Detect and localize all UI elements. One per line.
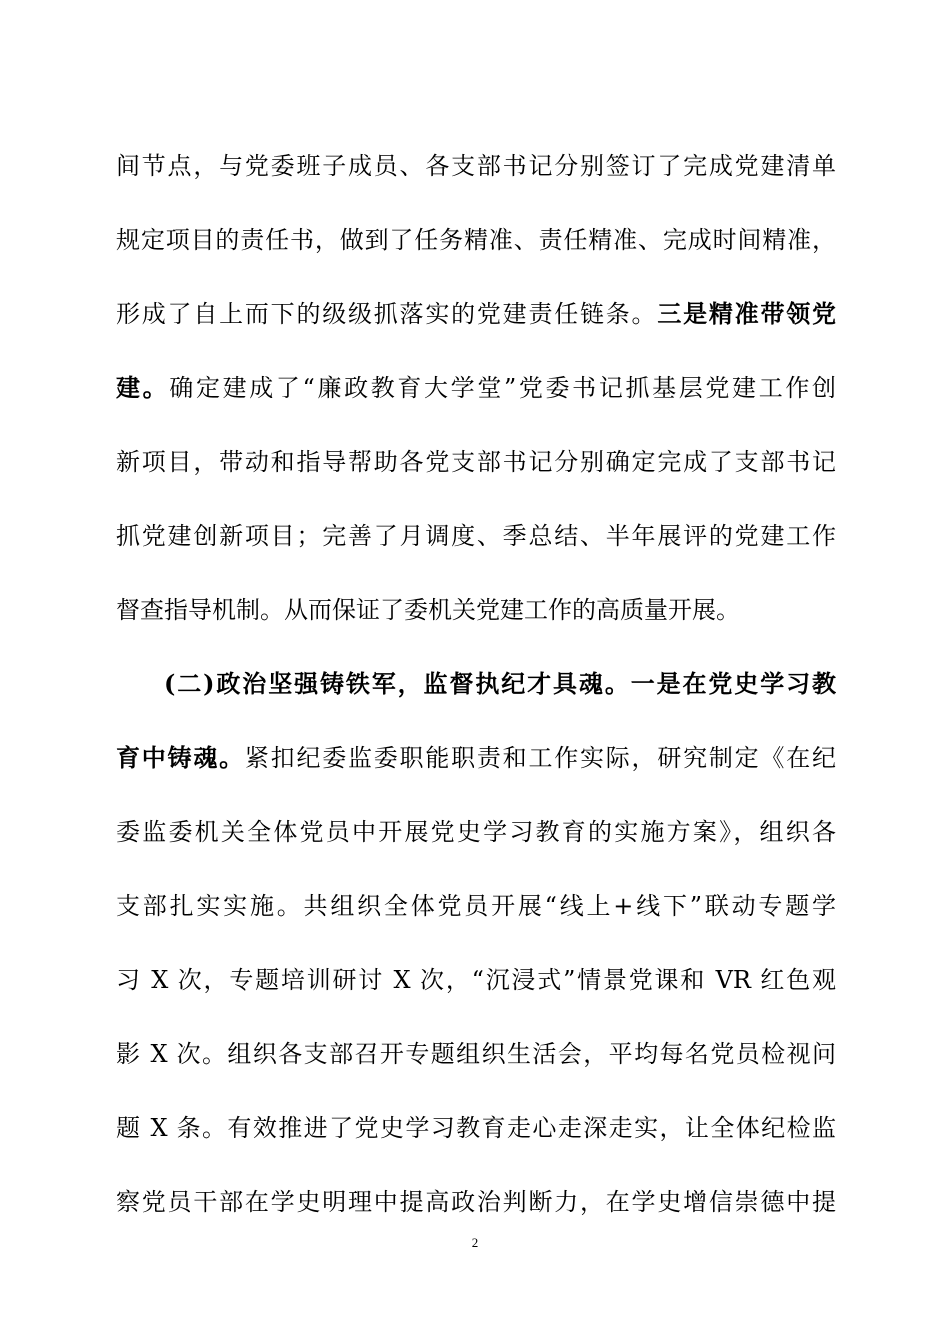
- text-line: [116, 444, 836, 480]
- bold-heading-segment: 建。: [116, 373, 170, 402]
- page-number: 2: [471, 1235, 479, 1250]
- bold-heading-segment: (二)政治坚强铸铁军，监督执纪才具魂。一是在党史学习教: [164, 669, 836, 698]
- text-line: [116, 592, 836, 628]
- text-segment: 察党员干部在学史明理中提高政治判断力，在学史增信崇德中提: [116, 1188, 836, 1216]
- text-segment: 间节点，与党委班子成员、各支部书记分别签订了完成党建清单: [116, 152, 836, 180]
- text-line: [116, 518, 836, 554]
- text-segment: 习 X 次，专题培训研讨 X 次，“沉浸式”情景党课和 VR 红色观: [116, 966, 836, 994]
- text-line: [164, 666, 836, 702]
- text-segment: 形成了自上而下的级级抓落实的党建责任链条。: [116, 300, 658, 328]
- text-segment: 督查指导机制。从而保证了委机关党建工作的高质量开展。: [116, 596, 740, 624]
- text-line: [116, 888, 836, 924]
- text-line: [116, 740, 836, 776]
- text-line: [116, 962, 836, 998]
- bold-heading-segment: 育中铸魂。: [116, 743, 245, 772]
- text-line: [116, 222, 836, 258]
- text-line: [116, 1110, 836, 1146]
- bold-heading-segment: 三是精准带领党: [657, 299, 836, 328]
- text-segment: 支部扎实实施。共组织全体党员开展“线上+线下”联动专题学: [116, 892, 836, 920]
- text-line: [116, 148, 836, 184]
- text-segment: 影 X 次。组织各支部召开专题组织生活会，平均每名党员检视问: [116, 1040, 836, 1068]
- text-segment: 确定建成了“廉政教育大学堂”党委书记抓基层党建工作创: [169, 374, 836, 402]
- text-segment: 紧扣纪委监委职能职责和工作实际，研究制定《在纪: [244, 744, 836, 772]
- text-line: [116, 814, 836, 850]
- text-line: [116, 1184, 836, 1220]
- text-segment: 委监委机关全体党员中开展党史学习教育的实施方案》，组织各: [116, 818, 836, 846]
- text-segment: 新项目，带动和指导帮助各党支部书记分别确定完成了支部书记: [116, 448, 836, 476]
- text-line: [116, 1036, 836, 1072]
- text-segment: 规定项目的责任书，做到了任务精准、责任精准、完成时间精准，: [116, 226, 836, 254]
- text-segment: 题 X 条。有效推进了党史学习教育走心走深走实，让全体纪检监: [116, 1114, 836, 1142]
- text-segment: 抓党建创新项目；完善了月调度、季总结、半年展评的党建工作: [116, 522, 836, 550]
- text-line: [116, 296, 836, 332]
- text-line: [116, 370, 836, 406]
